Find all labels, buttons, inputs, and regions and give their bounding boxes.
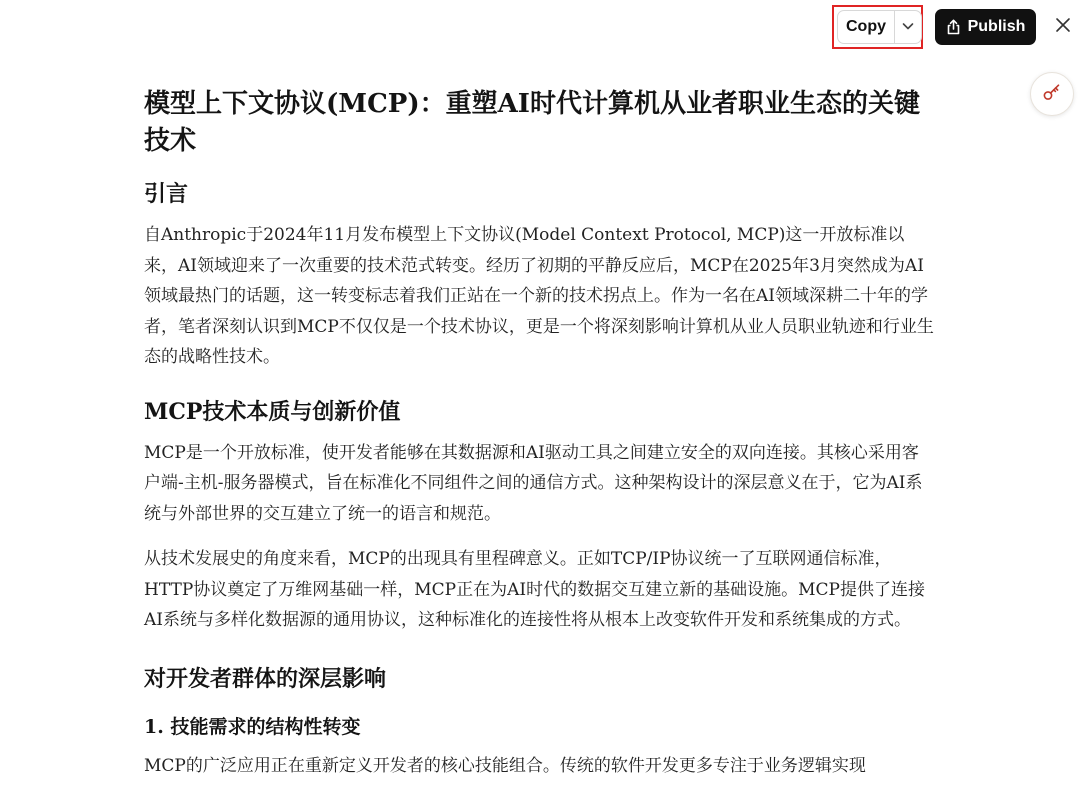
article-title: 模型上下文协议(MCP)：重塑AI时代计算机从业者职业生态的关键技术 — [144, 89, 920, 156]
subheading-skill-shift: 1. 技能需求的结构性转变 — [144, 715, 361, 738]
mcp-essence-paragraph-2: 从技术发展史的角度来看，MCP的出现具有里程碑意义。正如TCP/IP协议统一了互联网通信标准，HTTP协议奠定了万维网基础一样，MCP正在为AI时代的数据交互建立新的基础设施。MCP提供了连接AI系统与多样化数据源的通用协议，这种标准化的连接性将从根本上改变软件开发和系统集成的方式。 — [144, 549, 925, 630]
publish-button[interactable] — [935, 9, 1036, 45]
publish-label: Publish — [967, 18, 1026, 35]
copy-options-dropdown[interactable] — [895, 11, 921, 43]
section-heading-mcp-essence: MCP技术本质与创新价值 — [144, 398, 401, 425]
article-content — [144, 86, 934, 796]
intro-paragraph: 自Anthropic于2024年11月发布模型上下文协议(Model Context Protocol, MCP)这一开放标准以来，AI领域迎来了一次重要的技术范式转变。经历了初期的平静反应后，MCP在2025年3月突然成为AI领域最热门的话题，这一转变标志着我们正站在一个新的技术拐点上。作为一名在AI领域深耕二十年的学者，笔者深刻认识到MCP不仅仅是一个技术协议，更是一个将深刻影响计算机从业人员职业轨迹和行业生态的战略性技术。 — [144, 225, 934, 367]
mcp-essence-paragraph-1: MCP是一个开放标准，使开发者能够在其数据源和AI驱动工具之间建立安全的双向连接。其核心采用客户端-主机-服务器模式，旨在标准化不同组件之间的通信方式。这种架构设计的深层意义在于，它为AI系统与外部世界的交互建立了统一的语言和规范。 — [144, 442, 923, 524]
section-heading-intro: 引言 — [144, 181, 189, 207]
copy-button-group — [837, 10, 922, 44]
section-heading-developer-impact: 对开发者群体的深层影响 — [144, 665, 387, 692]
share-upload-icon — [946, 19, 961, 35]
close-button[interactable] — [1052, 16, 1074, 38]
close-icon — [1055, 17, 1071, 37]
skill-shift-paragraph: MCP的广泛应用正在重新定义开发者的核心技能组合。传统的软件开发更多专注于业务逻辑实现 — [144, 755, 866, 776]
key-button[interactable] — [1030, 72, 1074, 116]
copy-button[interactable]: Copy — [846, 18, 886, 35]
key-icon — [1042, 82, 1062, 106]
chevron-down-icon — [901, 18, 915, 37]
